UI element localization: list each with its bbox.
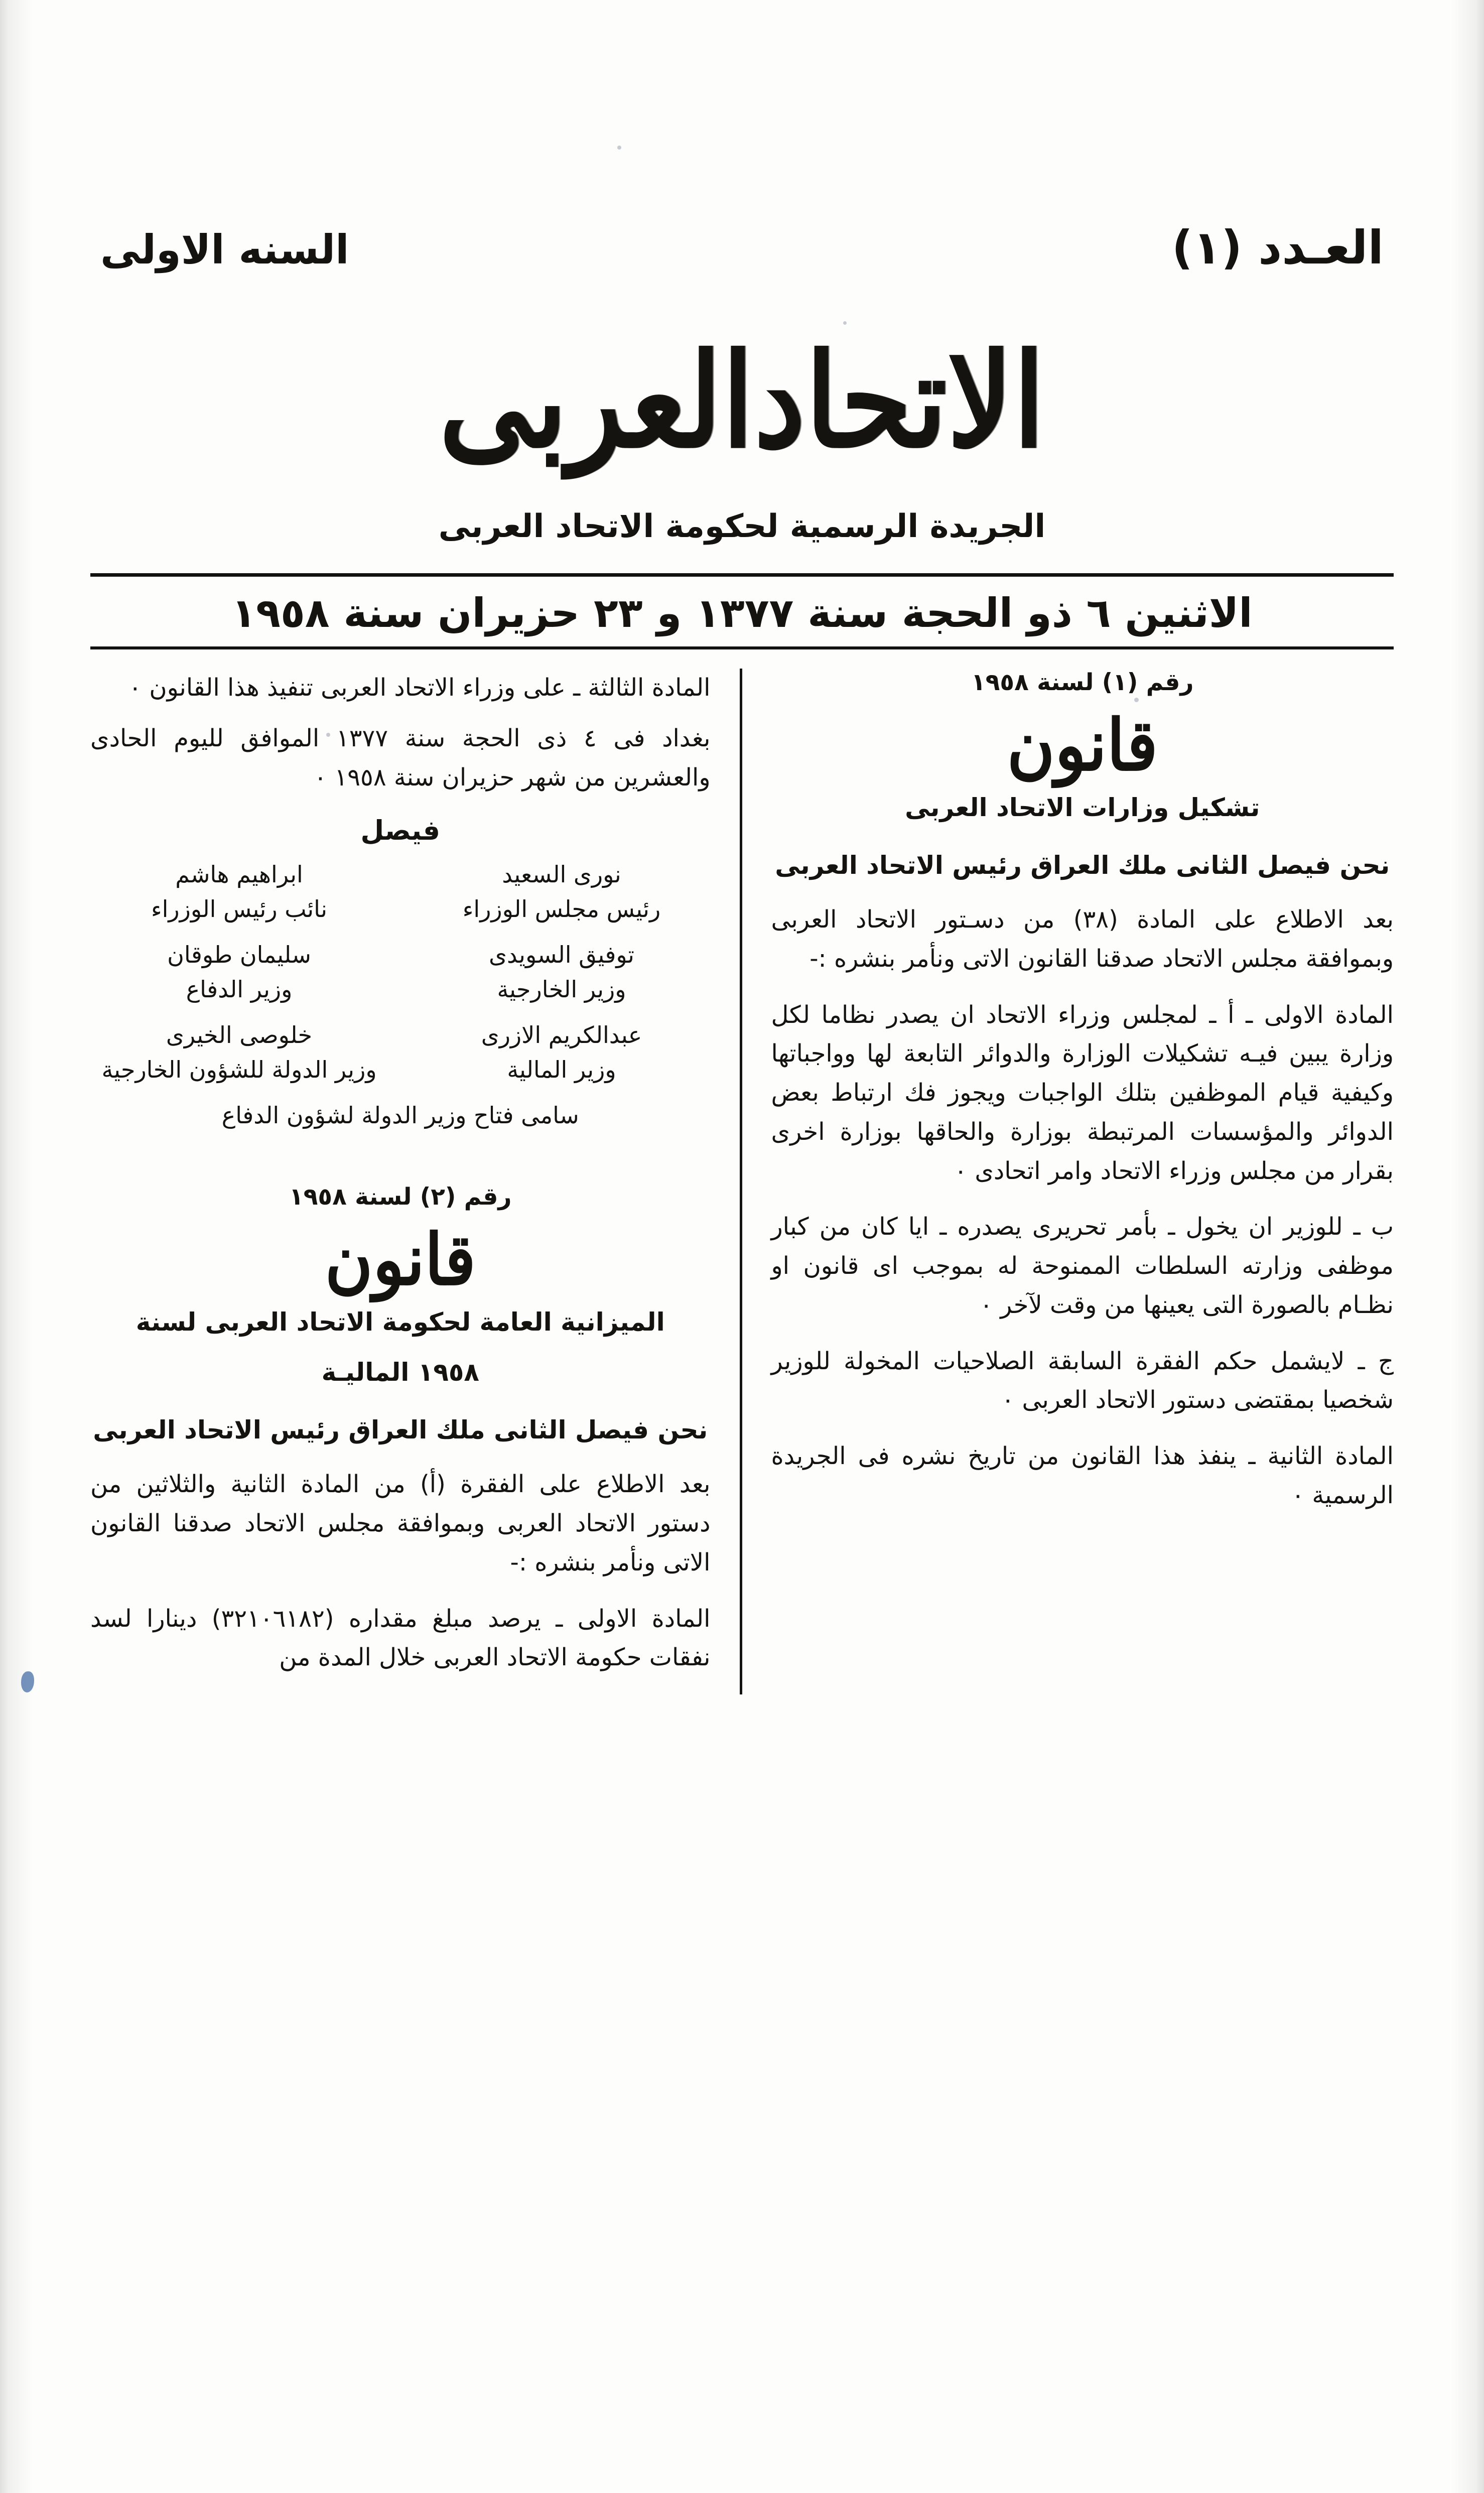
law-1-article-1: المادة الاولى ـ أ ـ لمجلس وزراء الاتحاد ان يصدر نظاما لكل وزارة يبين فيـه تشكيلات الوزارة والدوائر التابعة لها وواجباتها وكيفية قيام الموظفين بتلك الواجبات ويجوز فك ارتباط بعض الدوائر والمؤسسات المرتبطة بوزارة والحاقها بوزارة اخرى بقرار من مجلس وزراء الاتحاد وامر اتحادى ٠ — [771, 1000, 1394, 1185]
law-2-decree-line: نحن فيصل الثانى ملك العراق رئيس الاتحاد العربى — [93, 1415, 708, 1445]
signatory-last — [90, 1098, 711, 1133]
law-1-paragraph: بعد الاطلاع على المادة (٣٨) من دسـتور الاتحاد العربى وبموافقة مجلس الاتحاد صدقنا القانون الاتى ونأمر بنشره :- — [771, 905, 1394, 973]
signatory — [90, 938, 388, 1007]
signatory-name: نورى السعيد — [502, 860, 621, 888]
law-1-article-1-b: ب ـ للوزير ان يخول ـ بأمر تحريرى يصدره ـ ايا كان من كبار موظفى وزارته السلطات الممنوحة له بموجب اى قانون او نظـام بالصورة التى يعينها من وقت لآخر ٠ — [771, 1213, 1394, 1319]
title-block — [100, 325, 1384, 545]
signatory-title: نائب رئيس الوزراء — [151, 895, 327, 923]
law-2-paragraph: بعد الاطلاع على الفقرة (أ) من المادة الثانية والثلاثين من دستور الاتحاد العربى وبموافقة مجلس الاتحاد صدقنا القانون الاتى ونأمر بنشره :- — [90, 1470, 711, 1577]
law-2-heading-line2: ١٩٥٨ الماليـة — [321, 1357, 479, 1387]
signatory — [90, 857, 388, 927]
masthead-issue-row — [100, 0, 1384, 275]
page-title: الاتحادالعربى — [439, 325, 1045, 477]
signature-row — [90, 857, 711, 927]
law-2-article-1: المادة الاولى ـ يرصد مبلغ مقداره (٣٢١٠٦١٨٢) دينارا لسد نفقات حكومة الاتحاد العربى خلال المدة من — [90, 1604, 711, 1672]
signatory-name: ابراهيم هاشم — [175, 860, 303, 888]
law-1-heading: تشكيل وزارات الاتحاد العربى — [905, 793, 1260, 822]
signatory — [90, 1018, 388, 1087]
law-1-reference: رقم (١) لسنة ١٩٥٨ — [971, 668, 1194, 696]
masthead-rule-top — [90, 573, 1394, 577]
signatory — [413, 857, 710, 927]
date-line: الاثنين ٦ ذو الحجة سنة ١٣٧٧ و ٢٣ حزيران سنة ١٩٥٨ — [231, 589, 1253, 636]
year-label: السنه الاولى — [100, 226, 349, 273]
law-2-reference: رقم (٢) لسنة ١٩٥٨ — [289, 1183, 512, 1211]
ink-blot — [21, 1671, 34, 1692]
signatory-title: وزير الخارجية — [497, 975, 626, 1003]
column-right — [742, 669, 1394, 1695]
law-1-article-3: المادة الثالثة ـ على وزراء الاتحاد العربى تنفيذ هذا القانون ٠ — [128, 673, 711, 702]
law-1-decree-line: نحن فيصل الثانى ملك العراق رئيس الاتحاد العربى — [775, 850, 1390, 880]
columns-container — [90, 669, 1394, 1695]
signatory-title: وزير الدفاع — [186, 975, 293, 1003]
issue-number: العـدد (١) — [1171, 221, 1384, 275]
signatory — [413, 938, 710, 1007]
section-spacer — [90, 1148, 711, 1183]
signatory-name: توفيق السويدى — [488, 941, 634, 968]
signatory-title: وزير الدولة للشؤون الخارجية — [101, 1056, 377, 1083]
law-2-word-qanoon: قانون — [325, 1218, 476, 1301]
law-1-article-2: المادة الثانية ـ ينفذ هذا القانون من تاريخ نشره فى الجريدة الرسمية ٠ — [771, 1442, 1394, 1509]
law-1-word-qanoon: قانون — [1007, 703, 1158, 786]
masthead-rule-bottom — [90, 646, 1394, 649]
page-subtitle: الجريدة الرسمية لحكومة الاتحاد العربى — [438, 507, 1046, 545]
law-1-dateline: بغداد فى ٤ ذى الحجة سنة ١٣٧٧ الموافق لليوم الحادى والعشرين من شهر حزيران سنة ١٩٥٨ ٠ — [90, 724, 711, 792]
king-signature: فيصل — [360, 814, 441, 846]
signatory-title: وزير الدولة لشؤون الدفاع — [221, 1101, 467, 1129]
signatory-title: رئيس مجلس الوزراء — [462, 895, 661, 923]
signatory-name: خلوصى الخيرى — [166, 1021, 313, 1048]
column-left — [90, 669, 742, 1695]
signatory-name: عبدالكريم الازرى — [481, 1021, 642, 1048]
signatory-name: سامى فتاح — [473, 1101, 579, 1129]
signatory — [413, 1018, 710, 1087]
signature-row — [90, 1018, 711, 1087]
law-2-heading-line1: الميزانية العامة لحكومة الاتحاد العربى لسنة — [136, 1307, 665, 1337]
masthead — [0, 0, 1484, 545]
signatory-title: وزير المالية — [507, 1056, 616, 1083]
signature-row — [90, 938, 711, 1007]
signatory-name: سليمان طوقان — [167, 941, 311, 968]
law-1-article-1-c: ج ـ لايشمل حكم الفقرة السابقة الصلاحيات المخولة للوزير شخصيا بمقتضى دستور الاتحاد العربى ٠ — [771, 1347, 1394, 1414]
